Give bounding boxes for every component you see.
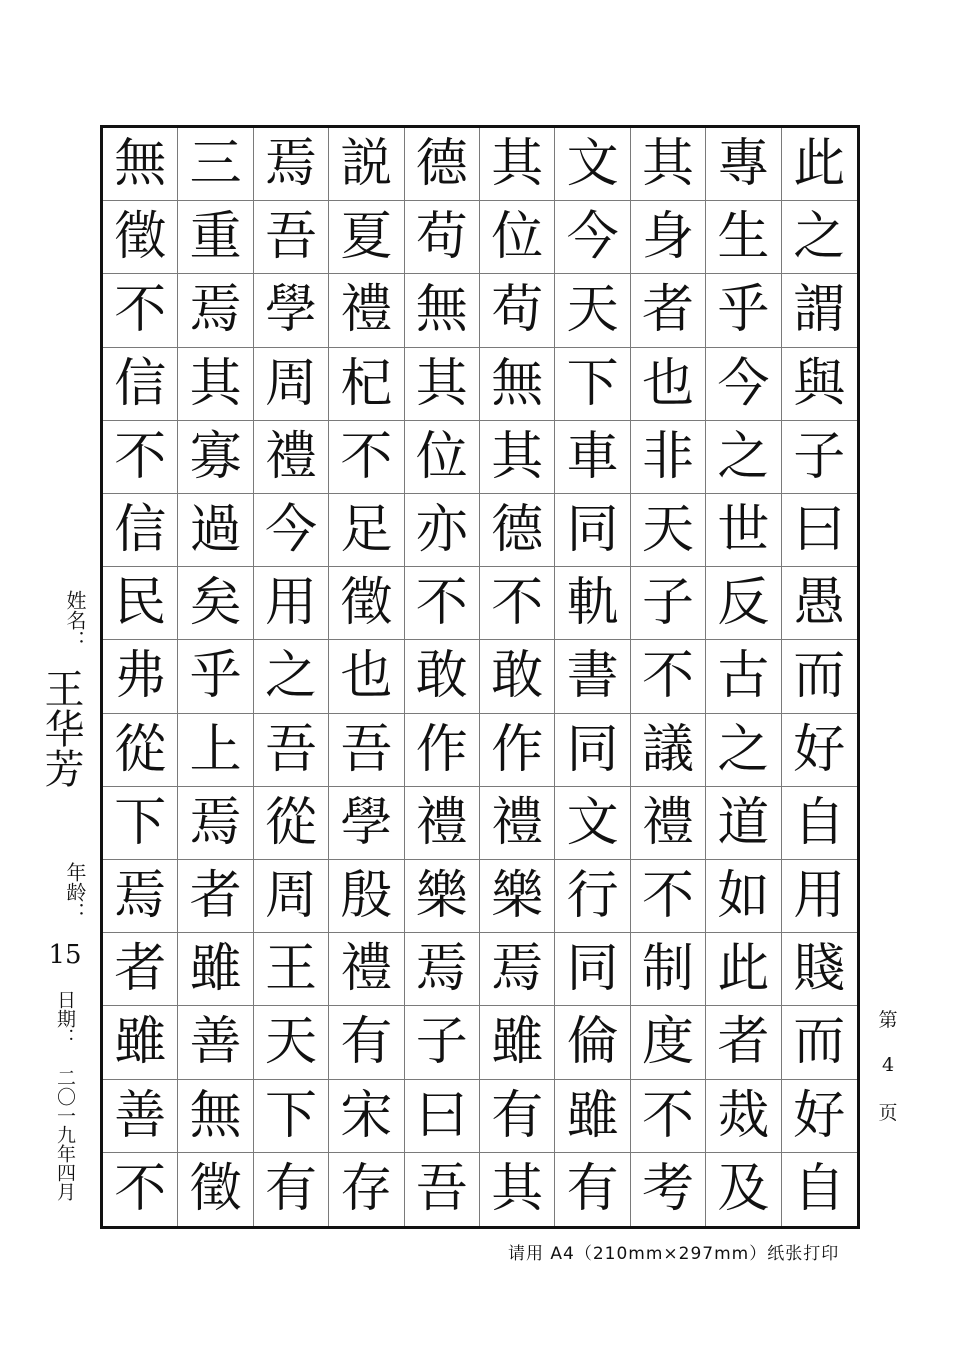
- grid-cell: 禮: [329, 274, 404, 347]
- grid-cell: 樂: [480, 860, 555, 933]
- grid-cell: 之: [782, 201, 857, 274]
- grid-cell: 存: [329, 1153, 404, 1226]
- grid-cell: 同: [555, 714, 630, 787]
- grid-cell: 愚: [782, 567, 857, 640]
- grid-cell: 下: [555, 348, 630, 421]
- age-value: 15: [48, 940, 82, 970]
- grid-cell: 信: [103, 348, 178, 421]
- grid-cell: 不: [405, 567, 480, 640]
- grid-cell: 其: [480, 128, 555, 201]
- print-instruction: 请用 A4（210mm×297mm）纸张打印: [508, 1244, 840, 1264]
- grid-cell: 制: [631, 933, 706, 1006]
- grid-cell: 善: [178, 1006, 253, 1079]
- grid-cell: 敢: [480, 640, 555, 713]
- grid-cell: 苟: [480, 274, 555, 347]
- grid-cell: 謂: [782, 274, 857, 347]
- grid-cell: 議: [631, 714, 706, 787]
- grid-cell: 車: [555, 421, 630, 494]
- grid-cell: 有: [480, 1080, 555, 1153]
- grid-cell: 專: [706, 128, 781, 201]
- grid-cell: 之: [254, 640, 329, 713]
- grid-cell: 其: [480, 421, 555, 494]
- grid-cell: 其: [480, 1153, 555, 1226]
- grid-cell: 不: [631, 1080, 706, 1153]
- grid-cell: 行: [555, 860, 630, 933]
- grid-cell: 吾: [254, 201, 329, 274]
- grid-cell: 焉: [178, 787, 253, 860]
- grid-cell: 此: [782, 128, 857, 201]
- grid-cell: 之: [706, 714, 781, 787]
- grid-cell: 其: [631, 128, 706, 201]
- grid-cell: 雖: [555, 1080, 630, 1153]
- grid-cell: 杞: [329, 348, 404, 421]
- grid-cell: 足: [329, 494, 404, 567]
- grid-cell: 同: [555, 494, 630, 567]
- grid-cell: 有: [329, 1006, 404, 1079]
- grid-cell: 而: [782, 640, 857, 713]
- grid-cell: 作: [480, 714, 555, 787]
- grid-cell: 無: [480, 348, 555, 421]
- grid-cell: 倫: [555, 1006, 630, 1079]
- page-number: [873, 1005, 903, 1147]
- grid-cell: 吾: [405, 1153, 480, 1226]
- grid-cell: 有: [254, 1153, 329, 1226]
- grid-cell: 子: [405, 1006, 480, 1079]
- page-suffix: 页: [878, 1102, 898, 1124]
- grid-cell: 用: [254, 567, 329, 640]
- grid-cell: 其: [405, 348, 480, 421]
- grid-cell: 無: [103, 128, 178, 201]
- grid-cell: 曰: [405, 1080, 480, 1153]
- grid-cell: 其: [178, 348, 253, 421]
- date-value: 二〇一九年四月: [54, 1068, 76, 1201]
- grid-cell: 不: [103, 421, 178, 494]
- grid-cell: 無: [178, 1080, 253, 1153]
- grid-cell: 禮: [254, 421, 329, 494]
- grid-cell: 從: [103, 714, 178, 787]
- grid-cell: 敢: [405, 640, 480, 713]
- grid-cell: 身: [631, 201, 706, 274]
- grid-cell: 用: [782, 860, 857, 933]
- grid-cell: 王: [254, 933, 329, 1006]
- grid-cell: 自: [782, 787, 857, 860]
- grid-cell: 曰: [782, 494, 857, 567]
- grid-cell: 夏: [329, 201, 404, 274]
- grid-cell: 學: [254, 274, 329, 347]
- grid-cell: 矣: [178, 567, 253, 640]
- grid-cell: 度: [631, 1006, 706, 1079]
- grid-cell: 雖: [103, 1006, 178, 1079]
- grid-cell: 賤: [782, 933, 857, 1006]
- grid-cell: 者: [103, 933, 178, 1006]
- grid-cell: 説: [329, 128, 404, 201]
- grid-cell: 重: [178, 201, 253, 274]
- grid-cell: 生: [706, 201, 781, 274]
- grid-cell: 無: [405, 274, 480, 347]
- grid-cell: 徵: [178, 1153, 253, 1226]
- grid-cell: 天: [555, 274, 630, 347]
- grid-cell: 禮: [405, 787, 480, 860]
- page-number-value: 4: [881, 1054, 895, 1076]
- grid-cell: 下: [254, 1080, 329, 1153]
- grid-cell: 好: [782, 1080, 857, 1153]
- grid-cell: 位: [405, 421, 480, 494]
- name-label: 姓名：: [63, 590, 87, 650]
- grid-cell: 不: [103, 274, 178, 347]
- grid-cell: 焉: [178, 274, 253, 347]
- grid-cell: 徵: [329, 567, 404, 640]
- grid-cell: 非: [631, 421, 706, 494]
- grid-cell: 焉: [103, 860, 178, 933]
- grid-cell: 苟: [405, 201, 480, 274]
- grid-cell: 禮: [329, 933, 404, 1006]
- grid-cell: 者: [178, 860, 253, 933]
- grid-cell: 考: [631, 1153, 706, 1226]
- grid-cell: 禮: [631, 787, 706, 860]
- grid-cell: 子: [631, 567, 706, 640]
- grid-cell: 禮: [480, 787, 555, 860]
- grid-cell: 上: [178, 714, 253, 787]
- grid-cell: 不: [480, 567, 555, 640]
- grid-cell: 德: [480, 494, 555, 567]
- grid-cell: 學: [329, 787, 404, 860]
- grid-cell: 雖: [480, 1006, 555, 1079]
- grid-cell: 不: [329, 421, 404, 494]
- grid-cell: 及: [706, 1153, 781, 1226]
- grid-cell: 文: [555, 128, 630, 201]
- grid-cell: 下: [103, 787, 178, 860]
- page-prefix: 第: [878, 1009, 898, 1031]
- age-label: 年龄：: [63, 862, 87, 922]
- grid-cell: 有: [555, 1153, 630, 1226]
- grid-cell: 也: [329, 640, 404, 713]
- grid-cell: 不: [631, 640, 706, 713]
- grid-cell: 文: [555, 787, 630, 860]
- grid-cell: 宋: [329, 1080, 404, 1153]
- grid-cell: 同: [555, 933, 630, 1006]
- grid-cell: 周: [254, 348, 329, 421]
- grid-cell: 天: [631, 494, 706, 567]
- grid-cell: 吾: [254, 714, 329, 787]
- grid-cell: 雖: [178, 933, 253, 1006]
- grid-cell: 今: [254, 494, 329, 567]
- grid-cell: 如: [706, 860, 781, 933]
- grid-cell: 民: [103, 567, 178, 640]
- grid-cell: 與: [782, 348, 857, 421]
- grid-cell: 焉: [480, 933, 555, 1006]
- grid-cell: 德: [405, 128, 480, 201]
- grid-cell: 者: [631, 274, 706, 347]
- grid-cell: 也: [631, 348, 706, 421]
- grid-cell: 焉: [405, 933, 480, 1006]
- grid-cell: 作: [405, 714, 480, 787]
- grid-cell: 書: [555, 640, 630, 713]
- grid-cell: 三: [178, 128, 253, 201]
- grid-cell: 子: [782, 421, 857, 494]
- grid-cell: 自: [793, 1159, 846, 1220]
- grid-cell: 而: [782, 1006, 857, 1079]
- grid-cell: 不: [103, 1153, 178, 1226]
- grid-cell: 之: [706, 421, 781, 494]
- grid-cell: 反: [706, 567, 781, 640]
- grid-cell: 過: [178, 494, 253, 567]
- grid-cell: 徵: [103, 201, 178, 274]
- grid-cell: 此: [706, 933, 781, 1006]
- grid-cell: 今: [555, 201, 630, 274]
- grid-cell: 周: [254, 860, 329, 933]
- grid-cell: 古: [706, 640, 781, 713]
- grid-cell: 弗: [103, 640, 178, 713]
- grid-cell: 乎: [706, 274, 781, 347]
- grid-cell: 殷: [329, 860, 404, 933]
- grid-cell: 天: [254, 1006, 329, 1079]
- grid-cell: 善: [103, 1080, 178, 1153]
- grid-cell: 世: [706, 494, 781, 567]
- grid-cell: 今: [706, 348, 781, 421]
- grid-cell: 好: [782, 714, 857, 787]
- grid-cell: 不: [631, 860, 706, 933]
- date-label: 日期：: [54, 990, 76, 1047]
- name-value: 王华芳: [38, 668, 84, 788]
- grid-cell: 位: [480, 201, 555, 274]
- grid-cell: 軌: [555, 567, 630, 640]
- grid-cell: 焉: [254, 128, 329, 201]
- grid-cell: 吾: [329, 714, 404, 787]
- grid-cell: 亦: [405, 494, 480, 567]
- grid-cell: 烖: [706, 1080, 781, 1153]
- grid-cell: 乎: [178, 640, 253, 713]
- grid-cell: 從: [254, 787, 329, 860]
- character-grid: [100, 125, 860, 1229]
- grid-cell: 信: [103, 494, 178, 567]
- grid-cell: 道: [706, 787, 781, 860]
- grid-cell: 寡: [178, 421, 253, 494]
- grid-cell: 樂: [405, 860, 480, 933]
- grid-cell: 者: [706, 1006, 781, 1079]
